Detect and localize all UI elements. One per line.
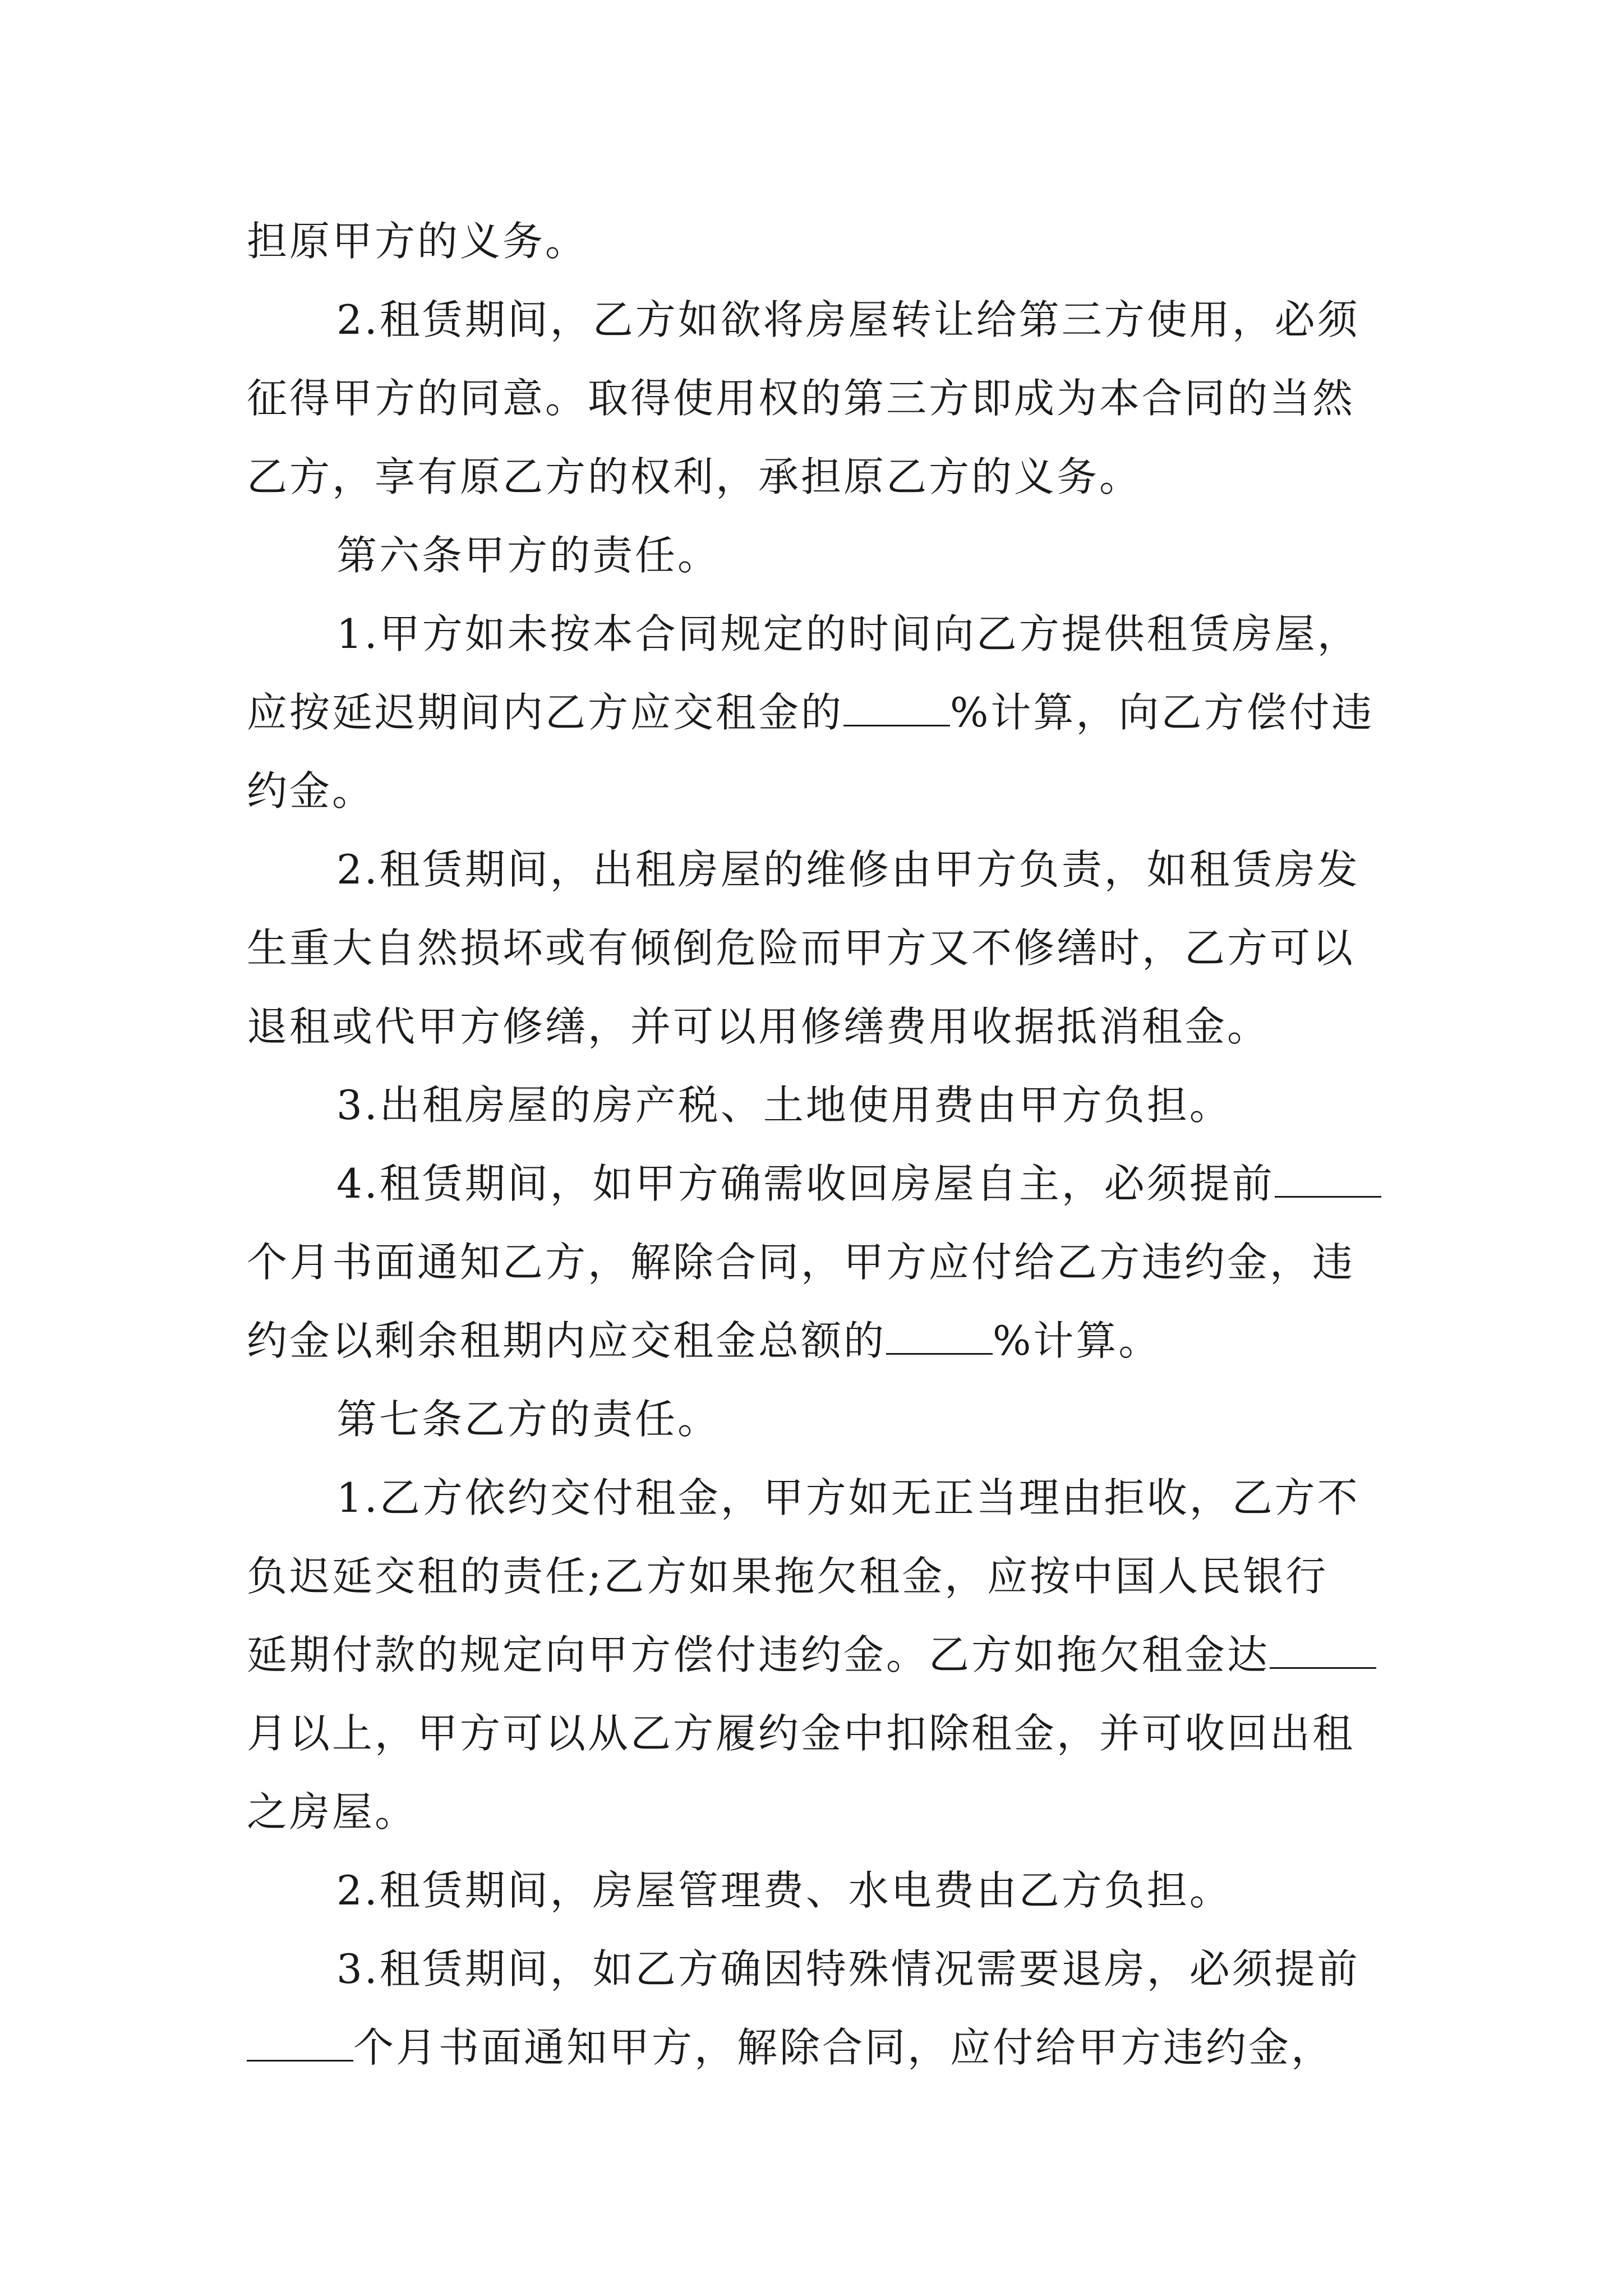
text-line [247, 2014, 1391, 2081]
text-segment: 1.乙方依约交付租金，甲方如无正当理由拒收，乙方不 [336, 1474, 1360, 1521]
text-line [247, 1621, 1391, 1688]
text-line [247, 1228, 1391, 1296]
text-line [336, 1464, 1391, 1531]
text-line [247, 679, 1391, 746]
text-segment: 约金以剩余租期内应交租金总额的 [247, 1317, 887, 1364]
text-segment: 月以上，甲方可以从乙方履约金中扣除租金，并可收回出租 [247, 1710, 1355, 1757]
text-segment: 2.租赁期间，房屋管理费、水电费由乙方负担。 [336, 1867, 1232, 1914]
fill-in-blank [886, 1318, 993, 1355]
text-line [247, 443, 1391, 510]
fill-in-blank [1275, 1161, 1381, 1198]
text-line [336, 1857, 1391, 1924]
text-line [247, 914, 1391, 982]
fill-in-blank [843, 690, 950, 726]
text-line [336, 836, 1391, 903]
text-segment: 退租或代甲方修缮，并可以用修缮费用收据抵消租金。 [247, 1003, 1270, 1050]
text-line [247, 1307, 1391, 1374]
text-segment: 3.出租房屋的房产税、土地使用费由甲方负担。 [336, 1082, 1232, 1129]
text-line [247, 757, 1391, 825]
text-segment: 之房屋。 [247, 1788, 418, 1835]
text-segment: 4.租赁期间，如甲方确需收回房屋自主，必须提前 [336, 1160, 1275, 1207]
text-segment: 乙方，享有原乙方的权利，承担原乙方的义务。 [247, 453, 1142, 500]
text-segment: 应按延迟期间内乙方应交租金的 [247, 689, 844, 736]
section-heading [336, 1386, 1391, 1453]
text-segment: 约金。 [247, 767, 375, 815]
text-segment: 征得甲方的同意。取得使用权的第三方即成为本合同的当然 [247, 375, 1355, 422]
text-segment: 3.租赁期间，如乙方确因特殊情况需要退房，必须提前 [336, 1945, 1360, 1993]
text-segment: 2.租赁期间，出租房屋的维修由甲方负责，如租赁房发 [336, 846, 1360, 893]
text-segment: 生重大自然损坏或有倾倒危险而甲方又不修缮时，乙方可以 [247, 924, 1355, 972]
text-segment: %计算。 [993, 1317, 1161, 1364]
text-segment: 延期付款的规定向甲方偿付违约金。乙方如拖欠租金达 [247, 1631, 1270, 1678]
fill-in-blank [1270, 1632, 1376, 1669]
text-line [336, 600, 1391, 668]
text-segment: %计算，向乙方偿付违 [950, 689, 1375, 736]
text-line [247, 993, 1391, 1060]
text-segment: 个月书面通知乙方，解除合同，甲方应付给乙方违约金，违 [247, 1239, 1355, 1286]
text-line [247, 1543, 1391, 1610]
text-segment: 担原甲方的义务。 [247, 218, 588, 265]
text-line [336, 1071, 1391, 1139]
text-line [247, 1700, 1391, 1767]
text-segment: 1.甲方如未按本合同规定的时间向乙方提供租赁房屋， [336, 610, 1360, 657]
text-line [247, 1778, 1391, 1846]
text-segment: 负迟延交租的责任;乙方如果拖欠租金，应按中国人民银行 [247, 1553, 1329, 1600]
text-segment: 第六条甲方的责任。 [336, 532, 721, 579]
text-segment: 第七条乙方的责任。 [336, 1396, 721, 1443]
text-line [247, 208, 1391, 275]
text-line [336, 286, 1391, 353]
text-line [336, 1150, 1391, 1217]
fill-in-blank [247, 2025, 353, 2062]
text-line [247, 365, 1391, 432]
text-line [336, 1935, 1391, 2003]
text-segment: 个月书面通知甲方，解除合同，应付给甲方违约金， [353, 2024, 1334, 2071]
text-segment: 2.租赁期间，乙方如欲将房屋转让给第三方使用，必须 [336, 296, 1360, 343]
section-heading [336, 522, 1391, 589]
